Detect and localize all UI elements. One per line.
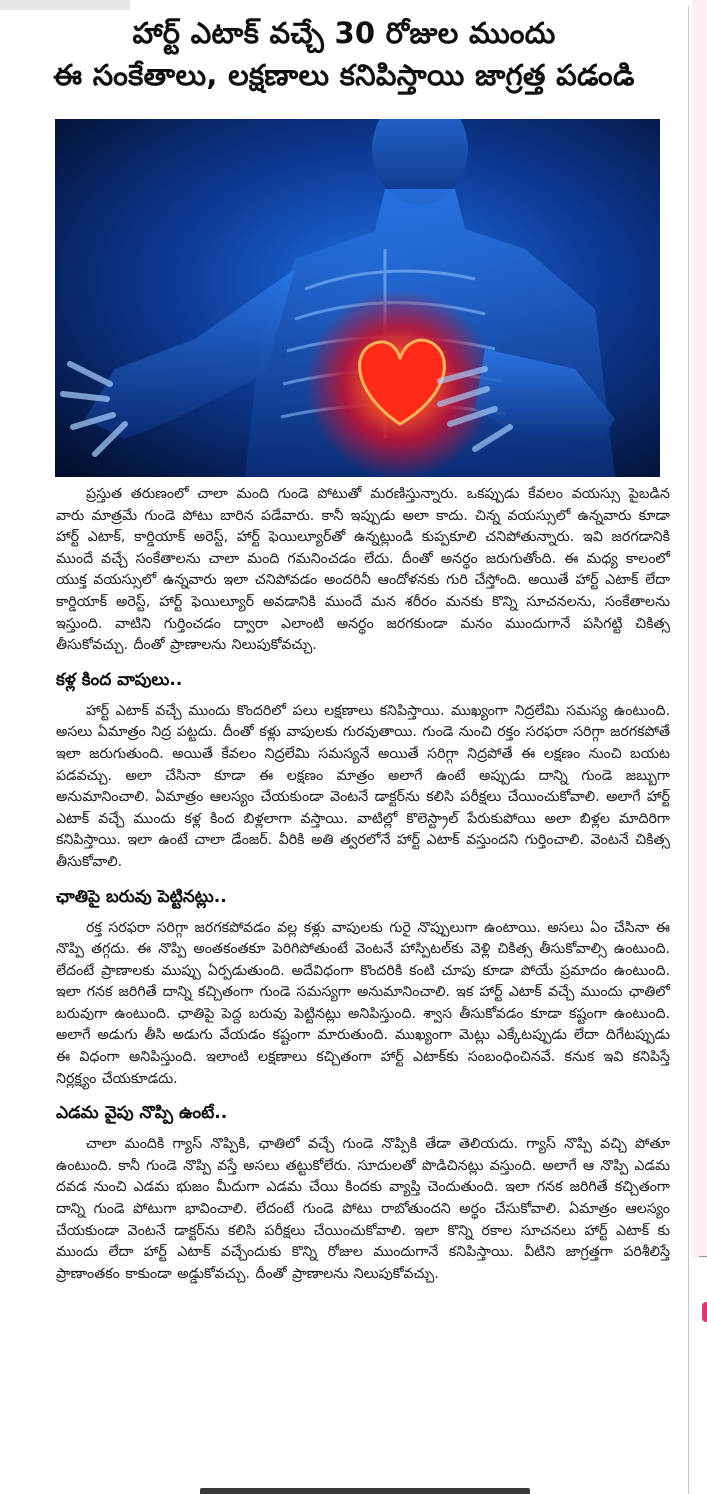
top-strip [0, 0, 130, 10]
adjacent-column-mark [702, 1302, 707, 1322]
headline-line-2: ఈ సంకేతాలు, లక్షణాలు కనిపిస్తాయి జాగ్రత్త పడండి [53, 58, 635, 92]
section-heading-chest-weight: ఛాతిపై బరువు పెట్టినట్లు.. [56, 886, 227, 907]
article-headline [20, 12, 668, 96]
section-body-left-side-pain: చాలా మందికి గ్యాస్ నొప్పికి, ఛాతిలో వచ్చే గుండె నొప్పికి తేడా తెలియదు. గ్యాస్ నొప్పి వచ్చి పోతూ ఉంటుంది. కానీ గుండె నొప్పి వస్తే అసలు తట్టుకోలేరు. సూదులతో పొడిచినట్లు వస్తుంది. అలాగే ఆ నొప్పి ఎడమ దవడ నుంచి ఎడమ భుజం మీదుగా ఎడమ చేయి కిందకు వ్యాప్తి చెందుతుంది. ఇలా గనక జరిగితే కచ్చితంగా దాన్ని గుండె పోటుగా భావించాలి. లేదంటే గుండె పోటు రాబోతుందని అర్థం చేసుకోవాలి. ఏమాత్రం ఆలస్యం చేయకుండా వెంటనే డాక్టర్‌ను కలిసి పరీక్షలు చేయించుకోవాలి. ఇలా కొన్ని రకాల సూచనలు హార్ట్ ఎటాక్ కు ముందు లేదా హార్ట్ ఎటాక్ వచ్చేందుకు కొన్ని రోజుల ముందుగానే కనిపిస్తాయి. వీటిని జాగ్రత్తగా పరిశీలిస్తే ప్రాణాంతకం కాకుండా అడ్డుకోవచ్చు. దీంతో ప్రాణాలను నిలుపుకోవచ్చు. [56, 1136, 670, 1282]
next-heading-cutoff [200, 1484, 530, 1494]
heart-attack-icon [55, 119, 660, 477]
section-heading-left-side-pain: ఎడమ వైపు నొప్పి ఉంటే.. [56, 1103, 228, 1124]
section-body-chest-weight: రక్త సరఫరా సరిగ్గా జరగకపోవడం వల్ల కళ్లు వాపులకు గురై నొప్పులుగా ఉంటాయి. అసలు ఏం చేసినా ఈ నొప్పి తగ్గదు. ఈ నొప్పి అంతకంతకూ పెరిగిపోతుంటే వెంటనే హాస్పిటల్‌కు వెళ్లి చికిత్స తీసుకోవాల్సి ఉంటుంది. లేదంటే ప్రాణాలకు ముప్పు ఏర్పడుతుంది. అదేవిధంగా కొందరికి కంటి చూపు కూడా పోయే ప్రమాదం ఉంటుంది. ఇలా గనక జరిగితే దాన్ని కచ్చితంగా గుండె సమస్యగా అనుమానించాలి. ఇక హార్ట్ ఎటాక్ వచ్చే ముందు ఛాతిలో బరువుగా ఉంటుంది. ఛాతిపై పెద్ద బరువు పెట్టినట్లు అనిపిస్తుంది. శ్వాస తీసుకోవడం కూడా కష్టంగా ఉంటుంది. అలాగే అడుగు తీసి అడుగు వేయడం కష్టంగా మారుతుంది. ముఖ్యంగా మెట్లు ఎక్కేటప్పుడు లేదా దిగేటప్పుడు ఈ విధంగా అనిపిస్తుంది. ఇలాంటి లక్షణాలు కచ్చితంగా హార్ట్ ఎటాక్‌కు సంబంధించినవే. కనుక ఇవి కనిపిస్తే నిర్లక్ష్యం చేయకూడదు. [56, 919, 670, 1087]
intro-paragraph: ప్రస్తుత తరుణంలో చాలా మంది గుండె పోటుతో మరణిస్తున్నారు. ఒకప్పుడు కేవలం వయస్సు పైబడిన వారు మాత్రమే గుండె పోటు బారిన పడేవారు. కానీ ఇప్పుడు అలా కాదు. చిన్న వయస్సులో ఉన్నవారు కూడా హార్ట్ ఎటాక్, కార్డియాక్ అరెస్ట్, హార్ట్ ఫెయిల్యూర్‌తో ఉన్నట్లుండి కుప్పకూలి చనిపోతున్నారు. ఇవి జరగడానికి ముందే వచ్చే సంకేతాలను చాలా మంది గమనించడం లేదు. దీంతో అనర్థం జరుగుతోంది. ఈ మధ్య కాలంలో యుక్త వయస్సులో ఉన్నవారు ఇలా చనిపోవడం అందరినీ ఆందోళనకు గురి చేస్తోంది. అయితే హార్ట్ ఎటాక్ లేదా కార్డియాక్ అరెస్ట్, హార్ట్ ఫెయిల్యూర్ అవడానికి ముందే మన శరీరం మనకు కొన్ని సూచనలను, సంకేతాలను ఇస్తుంది. వాటిని గుర్తించడం ద్వారా ఎలాంటి అనర్థం జరగకుండా మనం ముందుగానే పసిగట్టి చికిత్స తీసుకోవచ్చు. దీంతో ప్రాణాలను నిలుపుకోవచ్చు. [56, 486, 670, 654]
headline-line-1: హార్ట్ ఎటాక్ వచ్చే 30 రోజుల ముందు [132, 16, 556, 50]
adjacent-column-tint [692, 0, 707, 1258]
section-body-eye-swelling: హార్ట్ ఎటాక్ వచ్చే ముందు కొందరిలో పలు లక్షణాలు కనిపిస్తాయి. ముఖ్యంగా నిద్రలేమి సమస్య ఉంటుంది. అసలు ఏమాత్రం నిద్ర పట్టదు. దీంతో కళ్లు వాపులకు గురవుతాయి. గుండె నుంచి రక్తం సరఫరా సరిగ్గా జరగకపోతే ఇలా జరుగుతుంది. అయితే కేవలం నిద్రలేమి సమస్యనే అయితే సరిగ్గా నిద్రపోతే ఈ లక్షణం నుంచి బయట పడవచ్చు. అలా చేసినా కూడా ఈ లక్షణం మాత్రం అలాగే ఉంటే అప్పుడు దాన్ని గుండె జబ్బుగా అనుమానించాలి. ఏమాత్రం ఆలస్యం చేయకుండా వెంటనే డాక్టర్‌ను కలిసి పరీక్షలు చేయించుకోవాలి. అలాగే హార్ట్ ఎటాక్ వచ్చే ముందు కళ్ల కింద బిళ్లలాగా వస్తాయి. వాటిల్లో కొలెస్ట్రాల్ పేరుకుపోయి అలా బిళ్లల మాదిరిగా కనిపిస్తాయి. ఇలా ఉంటే చాలా డేంజర్. వీరికి అతి త్వరలోనే హార్ట్ ఎటాక్ వస్తుందని గుర్తించాలి. వెంటనే చికిత్స తీసుకోవాలి. [56, 702, 670, 870]
section-heading-eye-swelling: కళ్ల కింద వాపులు.. [56, 669, 183, 690]
column-divider [688, 6, 689, 1494]
article-body [56, 484, 670, 1285]
heart-attack-illustration [55, 119, 660, 477]
adjacent-column-rule [699, 1256, 707, 1257]
